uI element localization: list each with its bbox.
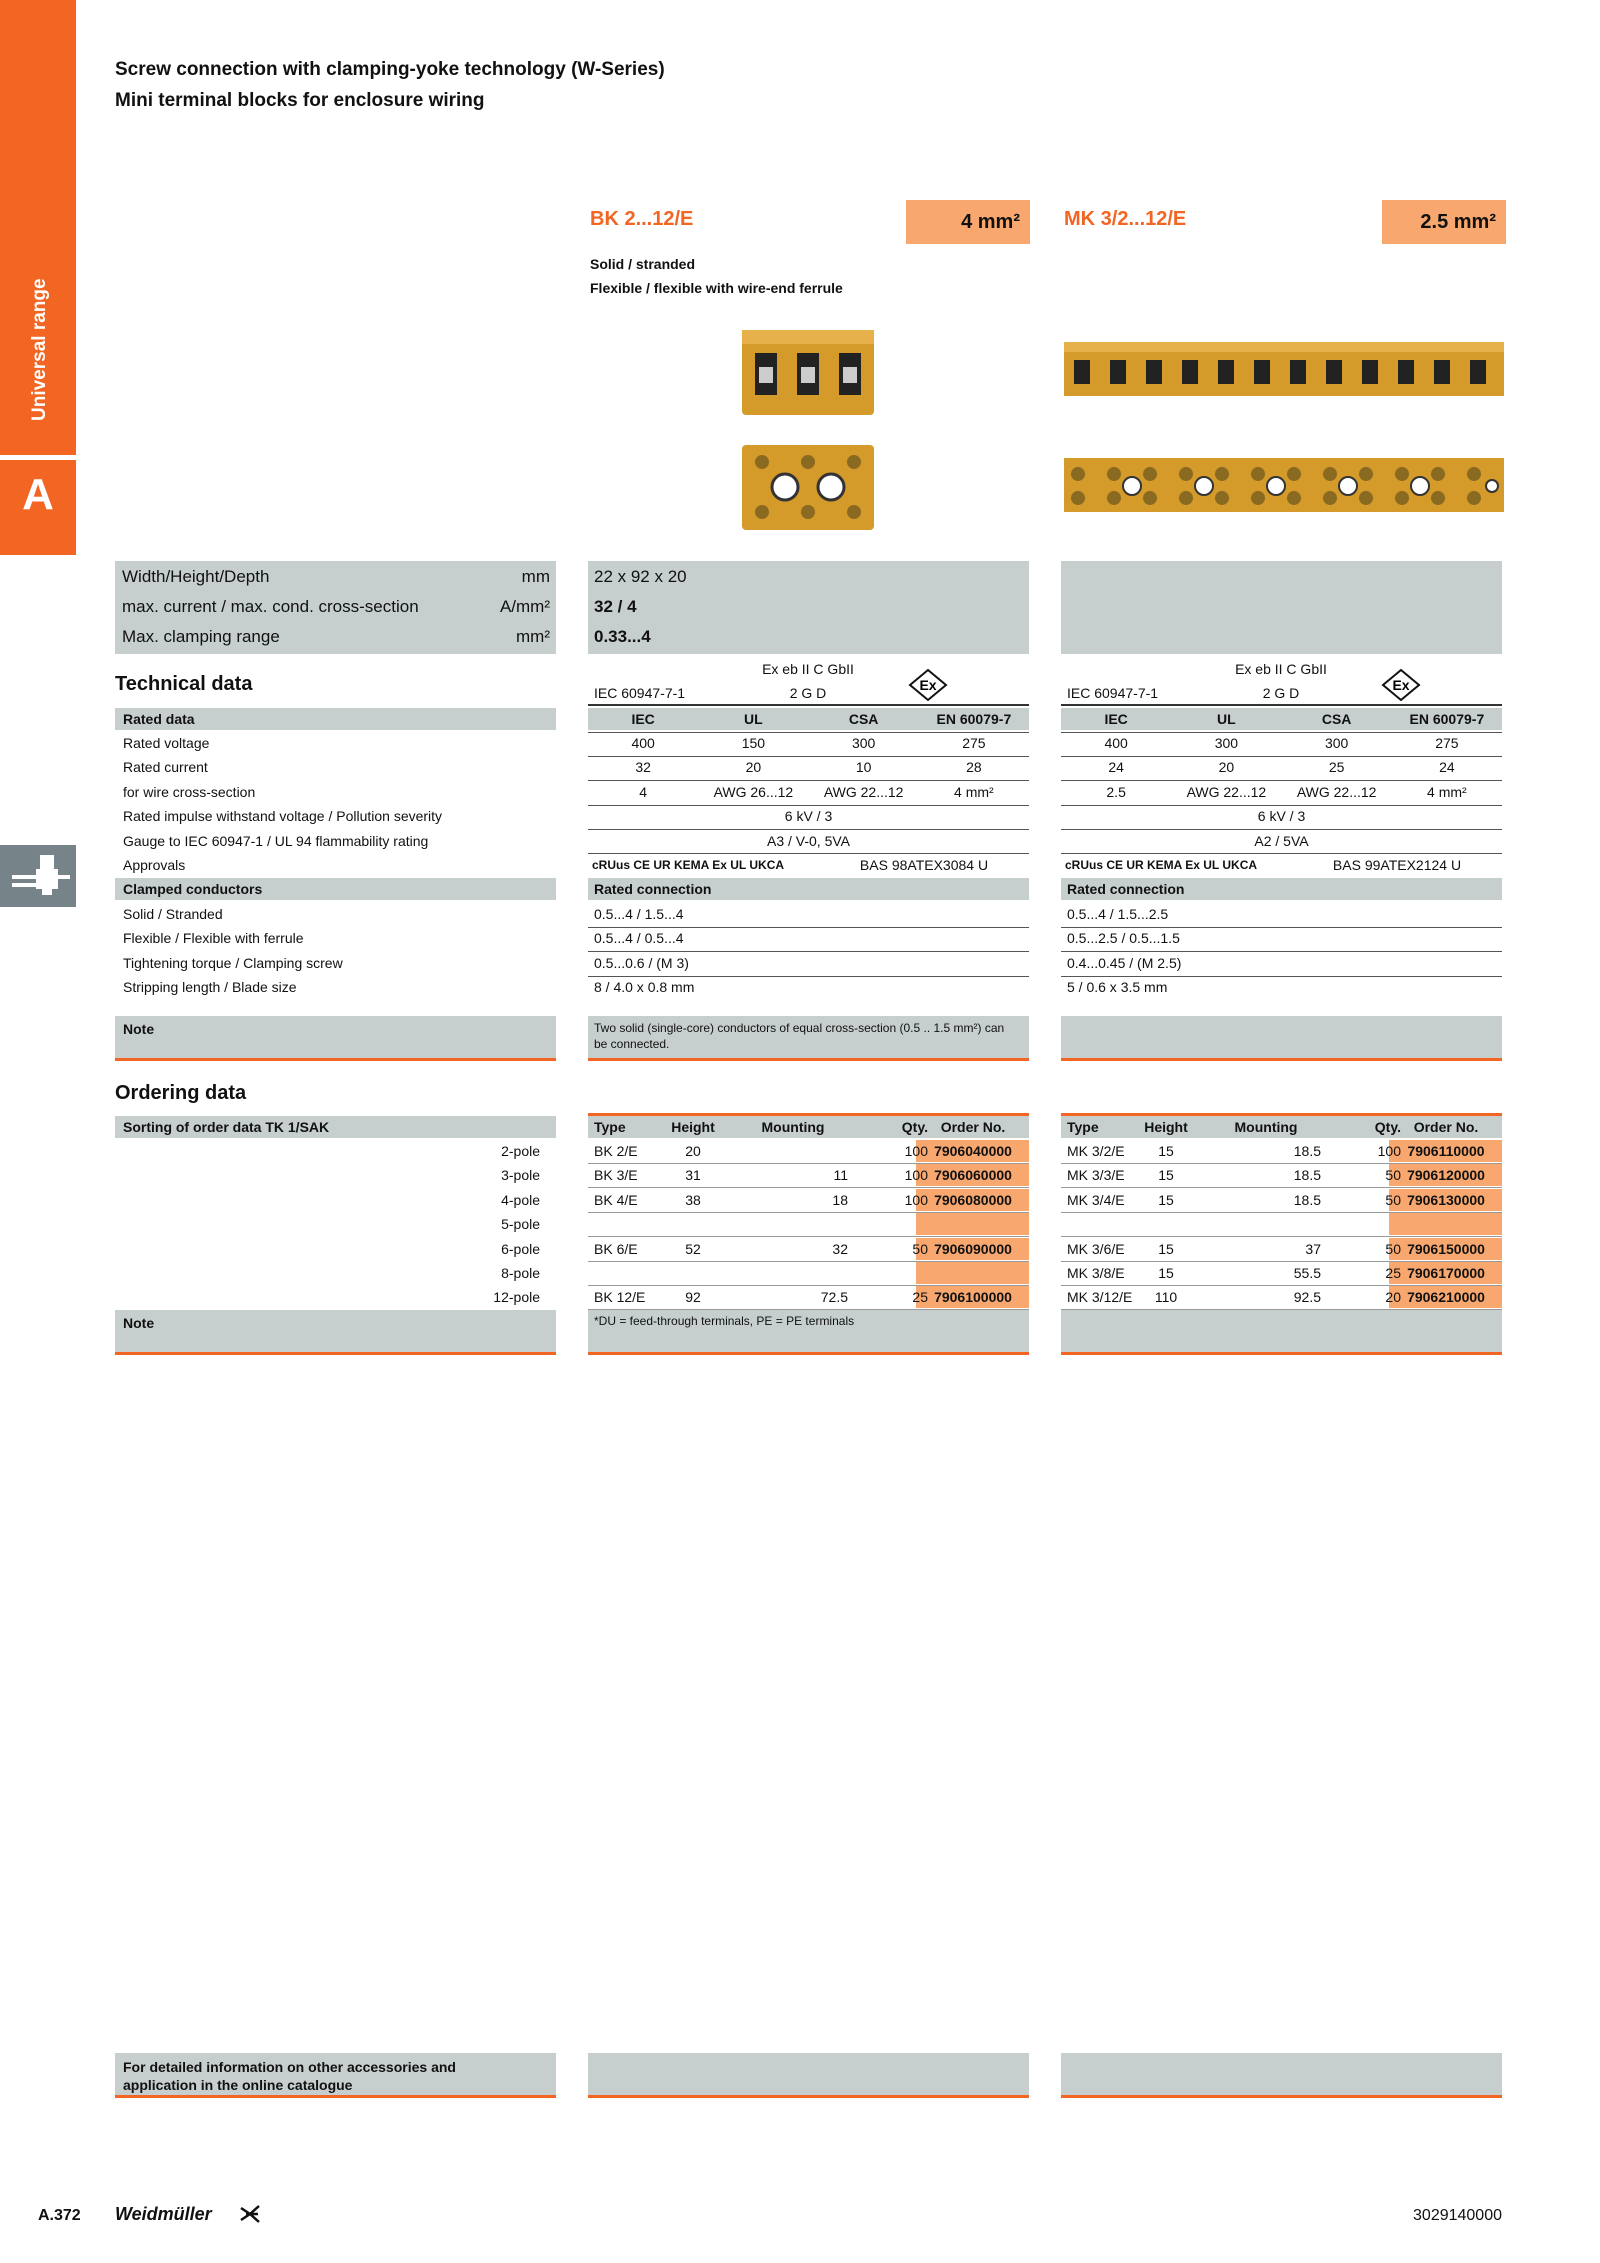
order-cell: BK 4/E: [594, 1192, 638, 1208]
tech-cell: 275: [962, 735, 986, 751]
order-column-header: Height: [1144, 1119, 1188, 1135]
product-size-2: 2.5 mm²: [1382, 200, 1506, 244]
row-divider: [1061, 1236, 1502, 1237]
spec-current-1: 32 / 4: [594, 597, 637, 616]
order-note-bar: [115, 1310, 556, 1352]
row-divider: [588, 829, 1029, 830]
mk-terminal-strip-image-top: [1064, 452, 1504, 518]
footer-info-text: For detailed information on other accessories and application in the online catalogue: [123, 2059, 456, 2093]
tech-cell: 4 mm²: [1427, 784, 1467, 800]
product-name-2: MK 3/2...12/E: [1064, 208, 1187, 230]
order-number: 7906210000: [1407, 1289, 1485, 1305]
order-number: 7906120000: [1407, 1167, 1485, 1183]
order-number: 7906170000: [1407, 1265, 1485, 1281]
spec-clamp-1: 0.33...4: [594, 627, 651, 646]
order-cell: MK 3/2/E: [1067, 1143, 1125, 1159]
tech-cell: 4 mm²: [954, 784, 994, 800]
order-column-header: Mounting: [1234, 1119, 1298, 1135]
row-divider: [1061, 780, 1502, 781]
order-number: 7906130000: [1407, 1192, 1485, 1208]
approval-marks-icon: cRUus CE UR KEMA Ex UL UKCA: [592, 858, 785, 872]
strip-label: Stripping length / Blade size: [123, 979, 297, 995]
row-divider: [588, 1236, 1029, 1237]
tech-cell: 2.5: [1106, 784, 1126, 800]
svg-text:Ex: Ex: [919, 677, 937, 693]
product-name-1: BK 2...12/E: [590, 208, 694, 230]
impulse-label: Rated impulse withstand voltage / Pollution severity: [123, 808, 443, 824]
pole-3: 3-pole: [501, 1167, 540, 1183]
order-column-header: Type: [594, 1119, 626, 1135]
spec-unit-current: A/mm²: [499, 597, 550, 616]
tech-cell: 10: [855, 759, 872, 775]
tech-cell: AWG 22...12: [1186, 784, 1267, 800]
tech-cell: 300: [851, 735, 876, 751]
order-cell: 15: [1158, 1241, 1174, 1257]
product-note-panel-2: [1061, 1016, 1502, 1058]
order-column-header: Qty.: [901, 1119, 928, 1135]
connection-flexible: 0.5...4 / 0.5...4: [594, 930, 684, 946]
tech-cell: 28: [966, 759, 982, 775]
order-number: 7906100000: [934, 1289, 1012, 1305]
impulse-value: 6 kV / 3: [1257, 808, 1306, 824]
connection-strip: 8 / 4.0 x 0.8 mm: [594, 979, 695, 995]
row-divider: [1061, 853, 1502, 854]
spec-label-dims: Width/Height/Depth: [122, 567, 270, 586]
order-column-header: Qty.: [1374, 1119, 1401, 1135]
order-cell: 18: [832, 1192, 848, 1208]
tech-cell: 150: [741, 735, 766, 751]
rated-voltage-label: Rated voltage: [123, 735, 210, 751]
tech-column-header: EN 60079-7: [936, 711, 1012, 727]
tech-column-header: UL: [1217, 711, 1236, 727]
order-cell: 20: [1385, 1289, 1401, 1305]
tech-cell: 400: [1104, 735, 1128, 751]
flexible-label: Flexible / Flexible with ferrule: [123, 930, 304, 946]
order-cell: 38: [685, 1192, 701, 1208]
note-label: Note: [123, 1021, 155, 1037]
spec-unit-clamp: mm²: [516, 627, 550, 646]
row-divider: [588, 756, 1029, 757]
order-column-header: Mounting: [761, 1119, 825, 1135]
ex-code: 2 G D: [789, 685, 827, 701]
order-cell: 50: [1385, 1167, 1401, 1183]
connection-solid: 0.5...4 / 1.5...4: [594, 906, 684, 922]
page-title: Screw connection with clamping-yoke technology (W-Series): [115, 59, 665, 80]
product-size-1: 4 mm²: [906, 200, 1030, 244]
impulse-value: 6 kV / 3: [784, 808, 833, 824]
page-subtitle: Mini terminal blocks for enclosure wiring: [115, 90, 485, 111]
order-number-cell: [1389, 1213, 1502, 1235]
rated-current-label: Rated current: [123, 759, 208, 775]
product-note-1: Two solid (single-core) conductors of equal cross-section (0.5 .. 1.5 mm²) can be connected.: [594, 1021, 1005, 1051]
tech-cell: 300: [1324, 735, 1349, 751]
order-cell: 100: [1377, 1143, 1401, 1159]
tech-cell: 24: [1439, 759, 1455, 775]
terminal-block-icon: [0, 845, 76, 907]
tech-cell: AWG 22...12: [1296, 784, 1377, 800]
order-cell: 18.5: [1293, 1167, 1321, 1183]
order-cell: 11: [833, 1167, 848, 1183]
tech-cell: 400: [631, 735, 655, 751]
product-desc-1: Solid / stranded: [590, 256, 696, 272]
iec-standard: IEC 60947-7-1: [1067, 685, 1159, 701]
order-cell: 110: [1154, 1289, 1178, 1305]
pole-6: 6-pole: [501, 1241, 540, 1257]
svg-text:Ex: Ex: [1392, 677, 1410, 693]
footer-info-underline: [115, 2095, 556, 2098]
spec-label-current: max. current / max. cond. cross-section: [122, 597, 419, 616]
order-cell: 92.5: [1293, 1289, 1321, 1305]
order-note-1: *DU = feed-through terminals, PE = PE terminals: [594, 1314, 855, 1328]
technical-title: Technical data: [115, 673, 253, 695]
ex-mark-icon: [908, 668, 948, 702]
document-number: 3029140000: [1413, 2207, 1502, 2224]
order-note-underline-1: [588, 1352, 1029, 1355]
order-cell: MK 3/3/E: [1067, 1167, 1125, 1183]
solid-label: Solid / Stranded: [123, 906, 223, 922]
connection-flexible: 0.5...2.5 / 0.5...1.5: [1067, 930, 1180, 946]
approval-number: BAS 99ATEX2124 U: [1332, 857, 1462, 873]
order-column-header: Order No.: [1413, 1119, 1479, 1135]
row-divider: [588, 732, 1029, 733]
order-cell: 15: [1158, 1143, 1174, 1159]
row-divider: [588, 853, 1029, 854]
gauge-value: A3 / V-0, 5VA: [766, 833, 850, 849]
order-cell: 72.5: [820, 1289, 848, 1305]
pole-4: 4-pole: [501, 1192, 540, 1208]
order-cell: BK 12/E: [594, 1289, 646, 1305]
order-cell: 52: [685, 1241, 701, 1257]
spec-dims-1: 22 x 92 x 20: [594, 567, 687, 586]
order-cell: 55.5: [1293, 1265, 1321, 1281]
rated-connection-label: Rated connection: [594, 881, 712, 897]
row-divider: [1061, 1187, 1502, 1188]
order-note-underline-2: [1061, 1352, 1502, 1355]
row-divider: [588, 951, 1029, 952]
order-cell: 25: [912, 1289, 928, 1305]
order-number: 7906040000: [934, 1143, 1012, 1159]
order-column-header: Order No.: [940, 1119, 1006, 1135]
tech-cell: 275: [1435, 735, 1459, 751]
tech-cell: 24: [1108, 759, 1124, 775]
order-number: 7906060000: [934, 1167, 1012, 1183]
wire-cs-label: for wire cross-section: [123, 784, 256, 800]
order-column-header: Type: [1067, 1119, 1099, 1135]
tech-column-header: UL: [744, 711, 763, 727]
rated-connection-label: Rated connection: [1067, 881, 1185, 897]
order-cell: 31: [685, 1167, 701, 1183]
connection-strip: 5 / 0.6 x 3.5 mm: [1067, 979, 1168, 995]
order-cell: 100: [904, 1143, 928, 1159]
row-divider: [1061, 927, 1502, 928]
clamped-label: Clamped conductors: [123, 881, 263, 897]
row-divider: [588, 976, 1029, 977]
order-number-cell: [916, 1213, 1029, 1235]
order-cell: 18.5: [1293, 1143, 1321, 1159]
ex-code: 2 G D: [1262, 685, 1300, 701]
order-cell: 18.5: [1293, 1192, 1321, 1208]
section-letter: A: [22, 470, 54, 519]
order-cell: 50: [1385, 1192, 1401, 1208]
approval-marks-icon: cRUus CE UR KEMA Ex UL UKCA: [1065, 858, 1258, 872]
sorting-label: Sorting of order data TK 1/SAK: [123, 1119, 330, 1135]
bk-terminal-image-top: [740, 440, 876, 535]
order-cell: 15: [1158, 1265, 1174, 1281]
section-divider: [0, 457, 76, 460]
tech-column-header: CSA: [848, 711, 879, 727]
row-divider: [1061, 805, 1502, 806]
order-cell: MK 3/8/E: [1067, 1265, 1125, 1281]
row-divider: [1061, 756, 1502, 757]
row-divider: [588, 780, 1029, 781]
row-divider: [588, 805, 1029, 806]
range-label: Universal range: [29, 278, 50, 422]
order-column-header: Height: [671, 1119, 715, 1135]
order-cell: MK 3/12/E: [1067, 1289, 1133, 1305]
pole-2: 2-pole: [501, 1143, 540, 1159]
spec-panel-2: [1061, 561, 1502, 654]
brand-logo: Weidmüller: [115, 2204, 212, 2224]
order-cell: 50: [912, 1241, 928, 1257]
tech-column-header: EN 60079-7: [1409, 711, 1485, 727]
pole-12: 12-pole: [493, 1289, 540, 1305]
order-number: 7906090000: [934, 1241, 1012, 1257]
order-cell: MK 3/6/E: [1067, 1241, 1125, 1257]
order-number: 7906150000: [1407, 1241, 1485, 1257]
tech-header-topline: [1061, 704, 1502, 706]
connection-solid: 0.5...4 / 1.5...2.5: [1067, 906, 1169, 922]
tech-cell: AWG 22...12: [823, 784, 904, 800]
tech-column-header: IEC: [631, 711, 655, 727]
iec-standard: IEC 60947-7-1: [594, 685, 686, 701]
connection-torque: 0.4...0.45 / (M 2.5): [1067, 955, 1182, 971]
spec-unit-dims: mm: [521, 567, 550, 586]
order-cell: BK 2/E: [594, 1143, 638, 1159]
tech-column-header: IEC: [1104, 711, 1128, 727]
tech-cell: 25: [1328, 759, 1345, 775]
order-note-underline: [115, 1352, 556, 1355]
order-note-panel-2: [1061, 1310, 1502, 1352]
tech-cell: 4: [639, 784, 648, 800]
order-number: 7906110000: [1407, 1143, 1485, 1159]
tech-cell: 20: [745, 759, 762, 775]
footer-underline-2: [1061, 2095, 1502, 2098]
order-cell: 37: [1305, 1241, 1321, 1257]
tech-cell: AWG 26...12: [713, 784, 794, 800]
rated-data-label: Rated data: [123, 711, 195, 727]
tech-cell: 300: [1214, 735, 1239, 751]
spec-label-clamp: Max. clamping range: [122, 627, 280, 646]
ex-line: Ex eb II C GbII: [762, 661, 854, 677]
note-bar: [115, 1016, 556, 1058]
gauge-value: A2 / 5VA: [1254, 833, 1309, 849]
order-cell: 92: [685, 1289, 701, 1305]
row-divider: [1061, 951, 1502, 952]
row-divider: [1061, 829, 1502, 830]
order-number: 7906080000: [934, 1192, 1012, 1208]
order-cell: 15: [1158, 1192, 1174, 1208]
product-note-underline-2: [1061, 1058, 1502, 1061]
pole-8: 8-pole: [501, 1265, 540, 1281]
order-cell: 25: [1385, 1265, 1401, 1281]
page-number: A.372: [38, 2207, 81, 2224]
connection-torque: 0.5...0.6 / (M 3): [594, 955, 689, 971]
ex-mark-icon: [1381, 668, 1421, 702]
ex-line: Ex eb II C GbII: [1235, 661, 1327, 677]
bk-terminal-image-front: [740, 325, 876, 420]
product-note-underline-1: [588, 1058, 1029, 1061]
order-cell: BK 3/E: [594, 1167, 638, 1183]
tech-header-topline: [588, 704, 1029, 706]
order-cell: 32: [832, 1241, 848, 1257]
approvals-label: Approvals: [123, 857, 186, 873]
footer-panel-1: [588, 2053, 1029, 2095]
row-divider: [1061, 976, 1502, 977]
row-divider: [1061, 732, 1502, 733]
footer-underline-1: [588, 2095, 1029, 2098]
product-desc-2: Flexible / flexible with wire-end ferrule: [590, 280, 843, 296]
pole-5: 5-pole: [501, 1216, 540, 1232]
gauge-label: Gauge to IEC 60947-1 / UL 94 flammability rating: [123, 833, 429, 849]
order-cell: 100: [904, 1167, 928, 1183]
order-cell: BK 6/E: [594, 1241, 638, 1257]
tech-column-header: CSA: [1321, 711, 1352, 727]
row-divider: [588, 927, 1029, 928]
note-underline: [115, 1058, 556, 1061]
row-divider: [588, 1187, 1029, 1188]
footer-panel-2: [1061, 2053, 1502, 2095]
mk-terminal-strip-image-front: [1064, 338, 1504, 400]
ordering-title: Ordering data: [115, 1082, 247, 1104]
tech-cell: 20: [1218, 759, 1235, 775]
brand-mark-icon: [238, 2202, 262, 2226]
order-cell: 100: [904, 1192, 928, 1208]
tech-cell: 32: [635, 759, 651, 775]
order-number-cell: [916, 1262, 1029, 1284]
approval-number: BAS 98ATEX3084 U: [859, 857, 989, 873]
order-cell: 50: [1385, 1241, 1401, 1257]
order-cell: MK 3/4/E: [1067, 1192, 1125, 1208]
order-cell: 20: [685, 1143, 701, 1159]
torque-label: Tightening torque / Clamping screw: [123, 955, 343, 971]
order-cell: 15: [1158, 1167, 1174, 1183]
order-note-label: Note: [123, 1315, 155, 1331]
